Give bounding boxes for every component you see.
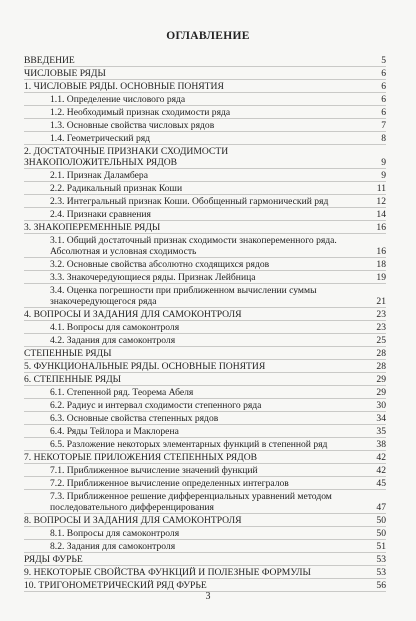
toc-entry-label: СТЕПЕННЫЕ РЯДЫ — [24, 348, 112, 359]
toc-section-entry — [24, 514, 386, 527]
toc-section-entry — [24, 145, 386, 169]
toc-entry-page: 50 — [376, 528, 386, 539]
toc-entry-page: 53 — [376, 567, 386, 578]
toc-section-entry — [24, 67, 386, 80]
toc-entry-page: 21 — [376, 296, 386, 307]
toc-entry-page: 6 — [381, 107, 386, 118]
toc-entry-label: 2. ДОСТАТОЧНЫЕ ПРИЗНАКИ СХОДИМОСТИ ЗНАКОПОЛОЖИТЕЛЬНЫХ РЯДОВ — [24, 146, 229, 168]
toc-subsection-entry — [24, 284, 386, 308]
toc-entry-page: 14 — [376, 209, 386, 220]
toc-subsection-entry — [24, 271, 386, 284]
toc-section-entry — [24, 54, 386, 67]
toc-entry-label: ЧИСЛОВЫЕ РЯДЫ — [24, 68, 106, 79]
toc-subsection-entry — [24, 119, 386, 132]
toc-entry-page: 42 — [376, 452, 386, 463]
toc-entry-label: 6.3. Основные свойства степенных рядов — [50, 413, 219, 424]
toc-entry-label: 3. ЗНАКОПЕРЕМЕННЫЕ РЯДЫ — [24, 222, 161, 233]
toc-section-entry — [24, 347, 386, 360]
toc-entry-page: 29 — [376, 387, 386, 398]
toc-entry-label: 4. ВОПРОСЫ И ЗАДАНИЯ ДЛЯ САМОКОНТРОЛЯ — [24, 309, 242, 320]
toc-entry-label: 6.2. Радиус и интервал сходимости степенного ряда — [50, 400, 262, 411]
toc-entry-label: 2.4. Признаки сравнения — [50, 209, 151, 220]
toc-entry-page: 18 — [376, 259, 386, 270]
toc-entry-page: 12 — [376, 196, 386, 207]
toc-subsection-entry — [24, 490, 386, 514]
toc-entry-label: 9. НЕКОТОРЫЕ СВОЙСТВА ФУНКЦИЙ И ПОЛЕЗНЫЕ ФОРМУЛЫ — [24, 567, 311, 578]
toc-entry-page: 53 — [376, 554, 386, 565]
toc-entry-label: 4.2. Задания для самоконтроля — [50, 335, 176, 346]
toc-entry-page: 50 — [376, 515, 386, 526]
toc-entry-page: 6 — [381, 94, 386, 105]
toc-entry-label: 7.2. Приближенное вычисление определенных интегралов — [50, 478, 289, 489]
toc-entry-page: 28 — [376, 361, 386, 372]
toc-entry-label: 10. ТРИГОНОМЕТРИЧЕСКИЙ РЯД ФУРЬЕ — [24, 580, 207, 591]
toc-entry-page: 7 — [381, 120, 386, 131]
toc-subsection-entry — [24, 195, 386, 208]
toc-entry-label: 2.1. Признак Даламбера — [50, 170, 148, 181]
toc-entry-label: ВВЕДЕНИЕ — [24, 55, 75, 66]
toc-entry-label: 1. ЧИСЛОВЫЕ РЯДЫ. ОСНОВНЫЕ ПОНЯТИЯ — [24, 81, 224, 92]
toc-entry-label: 7. НЕКОТОРЫЕ ПРИЛОЖЕНИЯ СТЕПЕННЫХ РЯДОВ — [24, 452, 258, 463]
toc-subsection-entry — [24, 386, 386, 399]
toc-entry-page: 29 — [376, 374, 386, 385]
toc-entry-label: 3.4. Оценка погрешности при приближенном вычислении суммы знакочередующегося ряда — [50, 285, 317, 307]
toc-entry-page: 56 — [376, 580, 386, 591]
toc-subsection-entry — [24, 93, 386, 106]
toc-section-entry — [24, 553, 386, 566]
toc-entry-label: 7.3. Приближенное решение дифференциальных уравнений методом последовательного дифференцирования — [50, 491, 332, 513]
page-number: 3 — [205, 591, 211, 602]
toc-subsection-entry — [24, 169, 386, 182]
toc-entry-page: 8 — [381, 133, 386, 144]
toc-entry-page: 23 — [376, 322, 386, 333]
toc-entry-label: 6. СТЕПЕННЫЕ РЯДЫ — [24, 374, 122, 385]
toc-entry-page: 28 — [376, 348, 386, 359]
toc-subsection-entry — [24, 527, 386, 540]
toc-entry-label: 1.3. Основные свойства числовых рядов — [50, 120, 215, 131]
toc-entry-label: 8. ВОПРОСЫ И ЗАДАНИЯ ДЛЯ САМОКОНТРОЛЯ — [24, 515, 242, 526]
toc-entry-page: 45 — [376, 478, 386, 489]
toc-entry-page: 34 — [376, 413, 386, 424]
toc-subsection-entry — [24, 132, 386, 145]
toc-entry-page: 42 — [376, 465, 386, 476]
toc-entry-label: 1.1. Определение числового ряда — [50, 94, 186, 105]
toc-entry-page: 16 — [376, 246, 386, 257]
toc-subsection-entry — [24, 412, 386, 425]
toc-entry-page: 6 — [381, 68, 386, 79]
toc-entry-page: 38 — [376, 439, 386, 450]
toc-entry-page: 23 — [376, 309, 386, 320]
toc-subsection-entry — [24, 464, 386, 477]
toc-subsection-entry — [24, 438, 386, 451]
toc-subsection-entry — [24, 540, 386, 553]
toc-entry-label: 5. ФУНКЦИОНАЛЬНЫЕ РЯДЫ. ОСНОВНЫЕ ПОНЯТИЯ — [24, 361, 266, 372]
toc-entry-page: 51 — [376, 541, 386, 552]
toc-entry-page: 6 — [381, 81, 386, 92]
toc-entry-label: 2.3. Интегральный признак Коши. Обобщенный гармонический ряд — [50, 196, 329, 207]
toc-subsection-entry — [24, 208, 386, 221]
toc-section-entry — [24, 221, 386, 234]
table-of-contents — [24, 54, 386, 592]
toc-entry-page: 9 — [381, 157, 386, 168]
toc-section-entry — [24, 360, 386, 373]
toc-entry-page: 16 — [376, 222, 386, 233]
toc-entry-page: 19 — [376, 272, 386, 283]
toc-entry-page: 25 — [376, 335, 386, 346]
toc-subsection-entry — [24, 334, 386, 347]
toc-subsection-entry — [24, 258, 386, 271]
toc-entry-page: 5 — [381, 55, 386, 66]
toc-subsection-entry — [24, 399, 386, 412]
toc-entry-label: 6.5. Разложение некоторых элементарных функций в степенной ряд — [50, 439, 328, 450]
toc-subsection-entry — [24, 182, 386, 195]
toc-section-entry — [24, 451, 386, 464]
toc-entry-label: 6.4. Ряды Тейлора и Маклорена — [50, 426, 179, 437]
toc-entry-label: РЯДЫ ФУРЬЕ — [24, 554, 83, 565]
page-title: ОГЛАВЛЕНИЕ — [166, 30, 250, 42]
toc-entry-label: 8.2. Задания для самоконтроля — [50, 541, 176, 552]
toc-entry-page: 47 — [376, 502, 386, 513]
toc-section-entry — [24, 373, 386, 386]
toc-entry-page: 9 — [381, 170, 386, 181]
toc-section-entry — [24, 566, 386, 579]
toc-entry-label: 3.2. Основные свойства абсолютно сходящихся рядов — [50, 259, 270, 270]
toc-section-entry — [24, 80, 386, 93]
toc-entry-label: 1.4. Геометрический ряд — [50, 133, 151, 144]
toc-subsection-entry — [24, 106, 386, 119]
toc-entry-page: 30 — [376, 400, 386, 411]
toc-entry-label: 2.2. Радикальный признак Коши — [50, 183, 183, 194]
toc-subsection-entry — [24, 321, 386, 334]
toc-entry-label: 3.1. Общий достаточный признак сходимости знакопеременного ряда. Абсолютная и условная сходимость — [50, 235, 337, 257]
toc-entry-label: 6.1. Степенной ряд. Теорема Абеля — [50, 387, 194, 398]
toc-subsection-entry — [24, 425, 386, 438]
toc-entry-label: 7.1. Приближенное вычисление значений функций — [50, 465, 258, 476]
toc-entry-label: 3.3. Знакочередующиеся ряды. Признак Лейбница — [50, 272, 256, 283]
toc-entry-label: 4.1. Вопросы для самоконтроля — [50, 322, 180, 333]
toc-entry-label: 8.1. Вопросы для самоконтроля — [50, 528, 180, 539]
toc-subsection-entry — [24, 477, 386, 490]
toc-entry-page: 11 — [376, 183, 386, 194]
toc-entry-page: 35 — [376, 426, 386, 437]
toc-section-entry — [24, 308, 386, 321]
toc-subsection-entry — [24, 234, 386, 258]
toc-entry-label: 1.2. Необходимый признак сходимости ряда — [50, 107, 231, 118]
